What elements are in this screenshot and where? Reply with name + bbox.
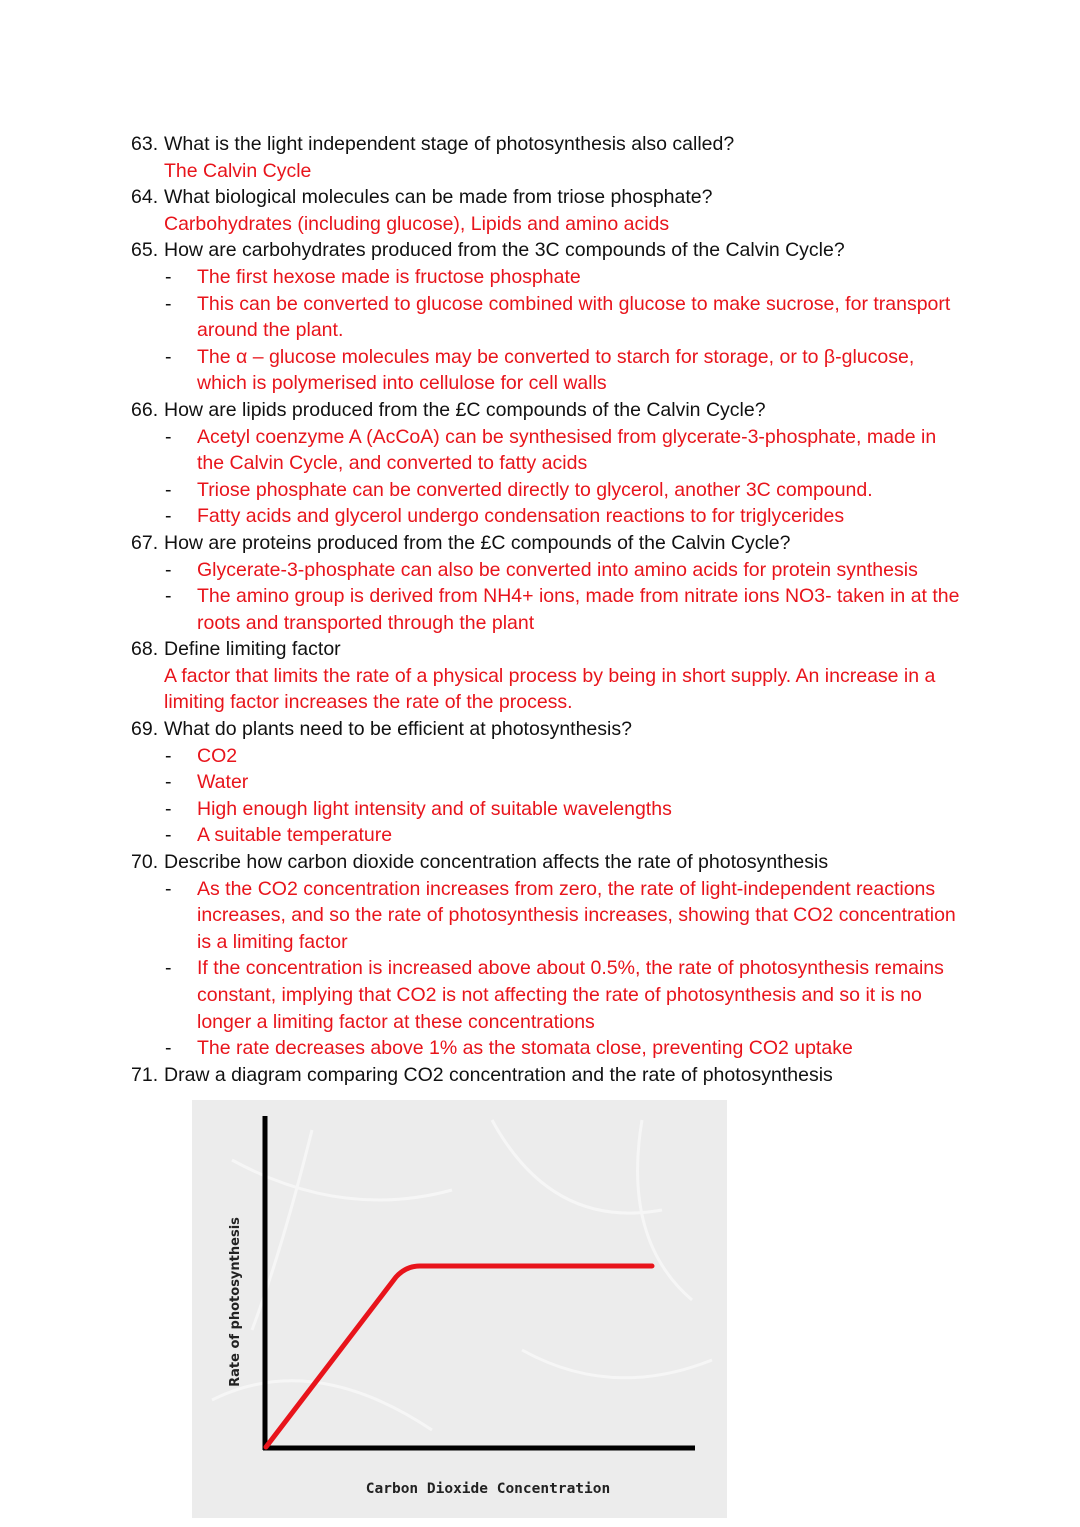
question-number: 64.	[131, 186, 159, 209]
bullet-dash: -	[165, 345, 172, 368]
bullet-dash: -	[165, 585, 172, 608]
answer-bullet	[131, 769, 961, 796]
question-text: What is the light independent stage of photosynthesis also called?	[164, 133, 735, 155]
bullet-text: If the concentration is increased above about 0.5%, the rate of photosynthesis remains constant, implying that CO2 is not affecting the rate of photosynthesis and so it is no longer a limiting factor at these concentrations	[197, 957, 944, 1033]
bullet-text: As the CO2 concentration increases from zero, the rate of light-independent reactions increases, and so the rate of photosynthesis increases, showing that CO2 concentration is a limiting factor	[197, 877, 956, 953]
bullet-dash: -	[165, 824, 172, 847]
answer-bullet	[131, 876, 961, 956]
bullet-text: A suitable temperature	[197, 824, 393, 847]
question-65	[131, 237, 961, 264]
question-number: 65.	[131, 239, 159, 262]
question-text: Describe how carbon dioxide concentration affects the rate of photosynthesis	[164, 851, 829, 874]
co2-rate-diagram	[192, 1100, 727, 1518]
answer-bullet	[131, 796, 961, 823]
bullet-dash: -	[165, 265, 172, 288]
bullet-dash: -	[165, 877, 172, 900]
question-number: 66.	[131, 398, 159, 421]
question-text: How are proteins produced from the £C compounds of the Calvin Cycle?	[164, 531, 791, 554]
bullet-dash: -	[165, 558, 172, 581]
answer-bullet	[131, 1035, 961, 1062]
bullet-text: This can be converted to glucose combined with glucose to make sucrose, for transport around the plant.	[197, 292, 951, 342]
question-text: How are lipids produced from the £C compounds of the Calvin Cycle?	[164, 398, 766, 421]
question-70	[131, 849, 961, 876]
question-69	[131, 716, 961, 743]
question-68	[131, 636, 961, 663]
rate-curve	[266, 1266, 652, 1447]
question-66	[131, 397, 961, 424]
question-number: 70.	[131, 851, 159, 874]
question-71	[131, 1062, 961, 1089]
answer-bullet	[131, 344, 961, 397]
bullet-text: The α – glucose molecules may be converted to starch for storage, or to β-glucose, which is polymerised into cellulose for cell walls	[197, 345, 915, 395]
answer-text: A factor that limits the rate of a physical process by being in short supply. An increase in a limiting factor increases the rate of the process.	[164, 664, 936, 714]
leaf-texture	[212, 1120, 712, 1430]
y-axis-label: Rate of photosynthesis	[228, 1217, 243, 1387]
bullet-dash: -	[165, 292, 172, 315]
bullet-text: CO2	[197, 744, 238, 767]
bullet-text: Water	[197, 771, 249, 794]
answer-text: Carbohydrates (including glucose), Lipids and amino acids	[164, 212, 670, 235]
question-number: 63.	[131, 133, 159, 155]
bullet-dash: -	[165, 797, 172, 820]
bullet-dash: -	[165, 957, 172, 980]
bullet-dash: -	[165, 505, 172, 528]
answer-bullet	[131, 477, 961, 504]
bullet-text: High enough light intensity and of suitable wavelengths	[197, 797, 672, 820]
x-axis-label: Carbon Dioxide Concentration	[365, 1481, 611, 1497]
bullet-text: Triose phosphate can be converted directly to glycerol, another 3C compound.	[197, 478, 873, 501]
question-text: Define limiting factor	[164, 638, 341, 661]
answer-bullet	[131, 557, 961, 584]
question-number: 69.	[131, 718, 159, 741]
question-text: What biological molecules can be made from triose phosphate?	[164, 186, 713, 209]
question-text: Draw a diagram comparing CO2 concentration and the rate of photosynthesis	[164, 1063, 833, 1086]
question-text: What do plants need to be efficient at photosynthesis?	[164, 718, 632, 741]
bullet-text: The amino group is derived from NH4+ ions, made from nitrate ions NO3- taken in at the roots and transported through the plant	[197, 585, 960, 634]
answer-text: The Calvin Cycle	[164, 159, 312, 182]
bullet-dash: -	[165, 771, 172, 794]
bullet-dash: -	[165, 744, 172, 767]
answer-bullet	[131, 822, 961, 849]
answer-bullet	[131, 291, 961, 344]
bullet-text: Acetyl coenzyme A (AcCoA) can be synthesised from glycerate-3-phosphate, made in the Calvin Cycle, and converted to fatty acids	[197, 425, 937, 475]
question-number: 67.	[131, 531, 159, 554]
answer-bullet	[131, 743, 961, 770]
question-67	[131, 530, 961, 557]
bullet-dash: -	[165, 1037, 172, 1060]
question-63	[131, 131, 961, 158]
diagram-svg	[192, 1100, 727, 1518]
question-text: How are carbohydrates produced from the 3C compounds of the Calvin Cycle?	[164, 239, 845, 262]
notes-list	[131, 131, 961, 1088]
answer-bullet	[131, 955, 961, 1035]
bullet-dash: -	[165, 425, 172, 448]
question-64	[131, 184, 961, 211]
bullet-dash: -	[165, 478, 172, 501]
answer-bullet	[131, 264, 961, 291]
bullet-text: Glycerate-3-phosphate can also be converted into amino acids for protein synthesis	[197, 558, 918, 581]
bullet-text: The rate decreases above 1% as the stomata close, preventing CO2 uptake	[197, 1037, 853, 1060]
answer-bullet	[131, 424, 961, 477]
bullet-text: Fatty acids and glycerol undergo condensation reactions to for triglycerides	[197, 505, 845, 528]
answer-bullet	[131, 503, 961, 530]
question-number: 68.	[131, 638, 159, 661]
question-number: 71.	[131, 1063, 159, 1086]
answer-bullet	[131, 583, 961, 636]
bullet-text: The first hexose made is fructose phosphate	[197, 265, 581, 288]
